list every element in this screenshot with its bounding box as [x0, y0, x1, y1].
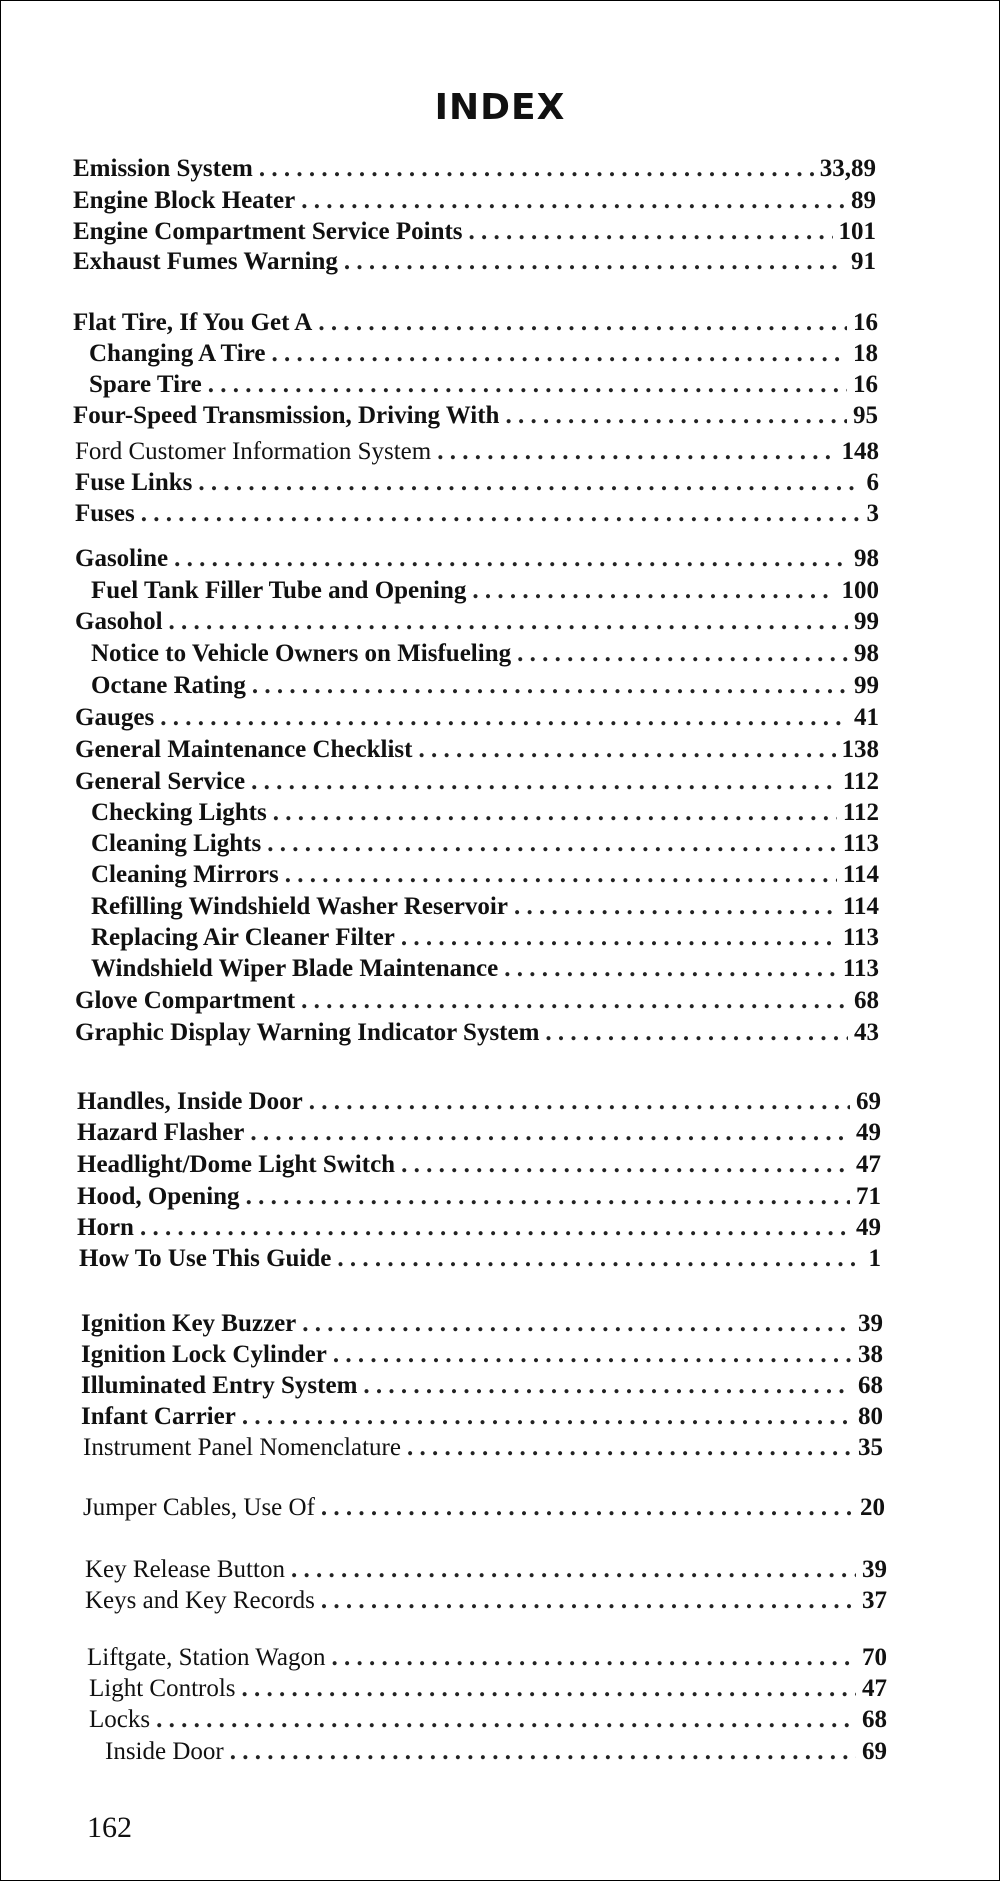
dot-leader: [321, 1585, 856, 1617]
dot-leader: [169, 606, 848, 638]
index-entry-page: 68: [862, 1706, 887, 1733]
dot-leader: [251, 766, 837, 798]
index-entry-page: 80: [858, 1403, 883, 1430]
dot-leader: [156, 1704, 856, 1736]
index-entry-term: Horn: [77, 1214, 134, 1241]
index-entry-term: Fuse Links: [75, 469, 193, 496]
dot-leader: [407, 1432, 852, 1464]
dot-leader: [418, 734, 835, 766]
index-entry-term: Flat Tire, If You Get A: [73, 309, 313, 336]
index-entry: [81, 1370, 883, 1402]
index-entry: [83, 1432, 883, 1464]
index-entry: [79, 1243, 881, 1275]
index-entry: [89, 369, 878, 401]
dot-leader: [160, 702, 848, 734]
index-entry-term: Changing A Tire: [89, 340, 266, 367]
index-entry-page: 99: [854, 608, 879, 635]
index-entry-term: Exhaust Fumes Warning: [73, 248, 338, 275]
index-entry: [75, 498, 879, 530]
page-title: INDEX: [434, 87, 566, 128]
index-entry: [85, 1554, 887, 1586]
index-entry-page: 138: [841, 736, 879, 763]
dot-leader: [259, 153, 814, 185]
index-entry-term: Emission System: [73, 155, 253, 182]
dot-leader: [246, 1181, 850, 1213]
dot-leader: [363, 1370, 852, 1402]
index-entry-term: Hazard Flasher: [77, 1119, 245, 1146]
dot-leader: [333, 1339, 852, 1371]
index-entry: [77, 1149, 881, 1181]
index-entry: [73, 307, 878, 339]
index-entry: [81, 1308, 883, 1340]
index-entry-term: General Maintenance Checklist: [75, 736, 413, 763]
dot-leader: [208, 369, 847, 401]
index-entry-term: Keys and Key Records: [85, 1587, 315, 1614]
index-entry-page: 69: [856, 1088, 881, 1115]
index-entry-page: 35: [858, 1434, 883, 1461]
index-entry-term: Light Controls: [89, 1675, 236, 1702]
index-entry-page: 1: [868, 1245, 881, 1272]
dot-leader: [273, 797, 837, 829]
dot-leader: [401, 1149, 850, 1181]
index-entry-term: Key Release Button: [85, 1556, 285, 1583]
dot-leader: [140, 1212, 850, 1244]
dot-leader: [337, 1243, 862, 1275]
index-entry-term: Jumper Cables, Use Of: [83, 1494, 315, 1521]
index-entry-page: 148: [841, 438, 879, 465]
index-entry-term: Windshield Wiper Blade Maintenance: [91, 955, 499, 982]
dot-leader: [302, 1308, 852, 1340]
dot-leader: [230, 1736, 856, 1768]
index-entry: [73, 153, 876, 185]
dot-leader: [331, 1642, 856, 1674]
dot-leader: [252, 670, 848, 702]
index-entry: [77, 1086, 881, 1118]
index-entry-page: 16: [853, 371, 878, 398]
index-entry: [91, 575, 879, 607]
index-entry-term: Ignition Key Buzzer: [81, 1310, 297, 1337]
index-entry-term: Glove Compartment: [75, 987, 296, 1014]
index-entry-page: 91: [851, 248, 876, 275]
index-entry-page: 113: [842, 924, 879, 951]
dot-leader: [198, 467, 860, 499]
index-entry-page: 49: [856, 1119, 881, 1146]
index-entry: [91, 859, 879, 891]
index-entry-page: 3: [866, 500, 879, 527]
index-entry-term: Replacing Air Cleaner Filter: [91, 924, 395, 951]
index-entry-page: 114: [842, 861, 879, 888]
index-entry-term: Gasohol: [75, 608, 163, 635]
dot-leader: [291, 1554, 856, 1586]
index-entry-term: Octane Rating: [91, 672, 246, 699]
dot-leader: [271, 338, 847, 370]
index-entry: [77, 1117, 881, 1149]
dot-leader: [505, 400, 847, 432]
index-entry: [91, 891, 879, 923]
index-entry-page: 68: [854, 987, 879, 1014]
index-entry: [75, 543, 879, 575]
index-entry: [91, 922, 879, 954]
index-entry-term: Handles, Inside Door: [77, 1088, 303, 1115]
index-entry-page: 98: [854, 640, 879, 667]
dot-leader: [309, 1086, 850, 1118]
dot-leader: [242, 1673, 856, 1705]
index-entry-term: Fuses: [75, 500, 135, 527]
index-entry-page: 20: [860, 1494, 885, 1521]
index-entry: [85, 1585, 887, 1617]
index-entry-term: Illuminated Entry System: [81, 1372, 358, 1399]
index-entry-page: 99: [854, 672, 879, 699]
index-entry: [75, 766, 879, 798]
index-entry-term: Refilling Windshield Washer Reservoir: [91, 893, 508, 920]
dot-leader: [517, 638, 848, 670]
index-entry: [81, 1401, 883, 1433]
index-entry-page: 39: [858, 1310, 883, 1337]
index-entry-page: 70: [862, 1644, 887, 1671]
dot-leader: [472, 575, 835, 607]
index-entry: [91, 797, 879, 829]
index-entry: [81, 1339, 883, 1371]
index-entry: [75, 702, 879, 734]
index-entry-page: 69: [862, 1738, 887, 1765]
index-entry: [75, 467, 879, 499]
index-entry-page: 68: [858, 1372, 883, 1399]
index-entry: [75, 734, 879, 766]
index-entry-term: Instrument Panel Nomenclature: [83, 1434, 401, 1461]
index-entry: [75, 436, 879, 468]
index-entry-term: Cleaning Mirrors: [91, 861, 279, 888]
index-entry: [73, 400, 878, 432]
index-entry: [89, 338, 878, 370]
index-entry-page: 6: [866, 469, 879, 496]
index-entry-term: Engine Block Heater: [73, 187, 296, 214]
index-entry-term: How To Use This Guide: [79, 1245, 332, 1272]
index-entry: [87, 1642, 887, 1674]
index-entry-term: Liftgate, Station Wagon: [87, 1644, 326, 1671]
index-entry-page: 112: [842, 799, 879, 826]
index-entry-page: 98: [854, 545, 879, 572]
index-entry-page: 33,89: [819, 155, 876, 182]
index-entry-term: Ford Customer Information System: [75, 438, 432, 465]
index-entry-term: Cleaning Lights: [91, 830, 262, 857]
index-entry-page: 47: [856, 1151, 881, 1178]
index-entry-page: 39: [862, 1556, 887, 1583]
page-number: 162: [87, 1811, 132, 1844]
index-entry: [77, 1181, 881, 1213]
dot-leader: [301, 985, 848, 1017]
index-entry-term: Gauges: [75, 704, 155, 731]
index-entry-term: Graphic Display Warning Indicator System: [75, 1019, 540, 1046]
index-entry-term: Hood, Opening: [77, 1183, 240, 1210]
index-entry-page: 89: [851, 187, 876, 214]
index-entry-term: Infant Carrier: [81, 1403, 236, 1430]
dot-leader: [174, 543, 848, 575]
index-entry: [73, 216, 876, 248]
index-entry-page: 113: [842, 955, 879, 982]
dot-leader: [318, 307, 847, 339]
index-entry-term: Engine Compartment Service Points: [73, 218, 463, 245]
index-entry-page: 95: [853, 402, 878, 429]
dot-leader: [141, 498, 861, 530]
index-entry-term: Locks: [89, 1706, 151, 1733]
index-entry-term: Fuel Tank Filler Tube and Opening: [91, 577, 467, 604]
index-entry-page: 100: [841, 577, 879, 604]
index-entry-term: Spare Tire: [89, 371, 202, 398]
index-entry-page: 49: [856, 1214, 881, 1241]
dot-leader: [250, 1117, 850, 1149]
dot-leader: [504, 953, 837, 985]
index-entry: [73, 185, 876, 217]
dot-leader: [401, 922, 837, 954]
index-entry-page: 18: [853, 340, 878, 367]
index-list: [1, 1, 999, 1880]
index-entry-page: 41: [854, 704, 879, 731]
index-entry: [75, 606, 879, 638]
index-entry: [105, 1736, 887, 1768]
index-entry: [91, 638, 879, 670]
dot-leader: [321, 1492, 854, 1524]
index-entry-term: Gasoline: [75, 545, 169, 572]
index-entry: [75, 985, 879, 1017]
dot-leader: [514, 891, 837, 923]
index-entry-term: Four-Speed Transmission, Driving With: [73, 402, 500, 429]
dot-leader: [267, 828, 837, 860]
index-entry-page: 101: [838, 218, 876, 245]
index-entry: [91, 828, 879, 860]
index-entry-term: Inside Door: [105, 1738, 224, 1765]
dot-leader: [545, 1017, 848, 1049]
index-entry: [83, 1492, 885, 1524]
dot-leader: [437, 436, 835, 468]
index-entry-page: 16: [853, 309, 878, 336]
index-entry-page: 47: [862, 1675, 887, 1702]
index-entry-page: 38: [858, 1341, 883, 1368]
index-entry-term: General Service: [75, 768, 246, 795]
dot-leader: [242, 1401, 852, 1433]
index-entry-page: 112: [842, 768, 879, 795]
index-entry-page: 43: [854, 1019, 879, 1046]
index-entry-page: 71: [856, 1183, 881, 1210]
dot-leader: [344, 246, 845, 278]
index-entry: [77, 1212, 881, 1244]
index-entry: [91, 953, 879, 985]
dot-leader: [285, 859, 837, 891]
index-entry-term: Checking Lights: [91, 799, 267, 826]
index-entry: [89, 1673, 887, 1705]
index-entry-page: 114: [842, 893, 879, 920]
index-entry: [73, 246, 876, 278]
index-entry: [89, 1704, 887, 1736]
index-entry-term: Notice to Vehicle Owners on Misfueling: [91, 640, 512, 667]
index-entry-term: Headlight/Dome Light Switch: [77, 1151, 396, 1178]
index-entry-page: 37: [862, 1587, 887, 1614]
index-entry: [91, 670, 879, 702]
index-entry: [75, 1017, 879, 1049]
dot-leader: [301, 185, 845, 217]
dot-leader: [469, 216, 833, 248]
index-entry-page: 113: [842, 830, 879, 857]
index-entry-term: Ignition Lock Cylinder: [81, 1341, 327, 1368]
